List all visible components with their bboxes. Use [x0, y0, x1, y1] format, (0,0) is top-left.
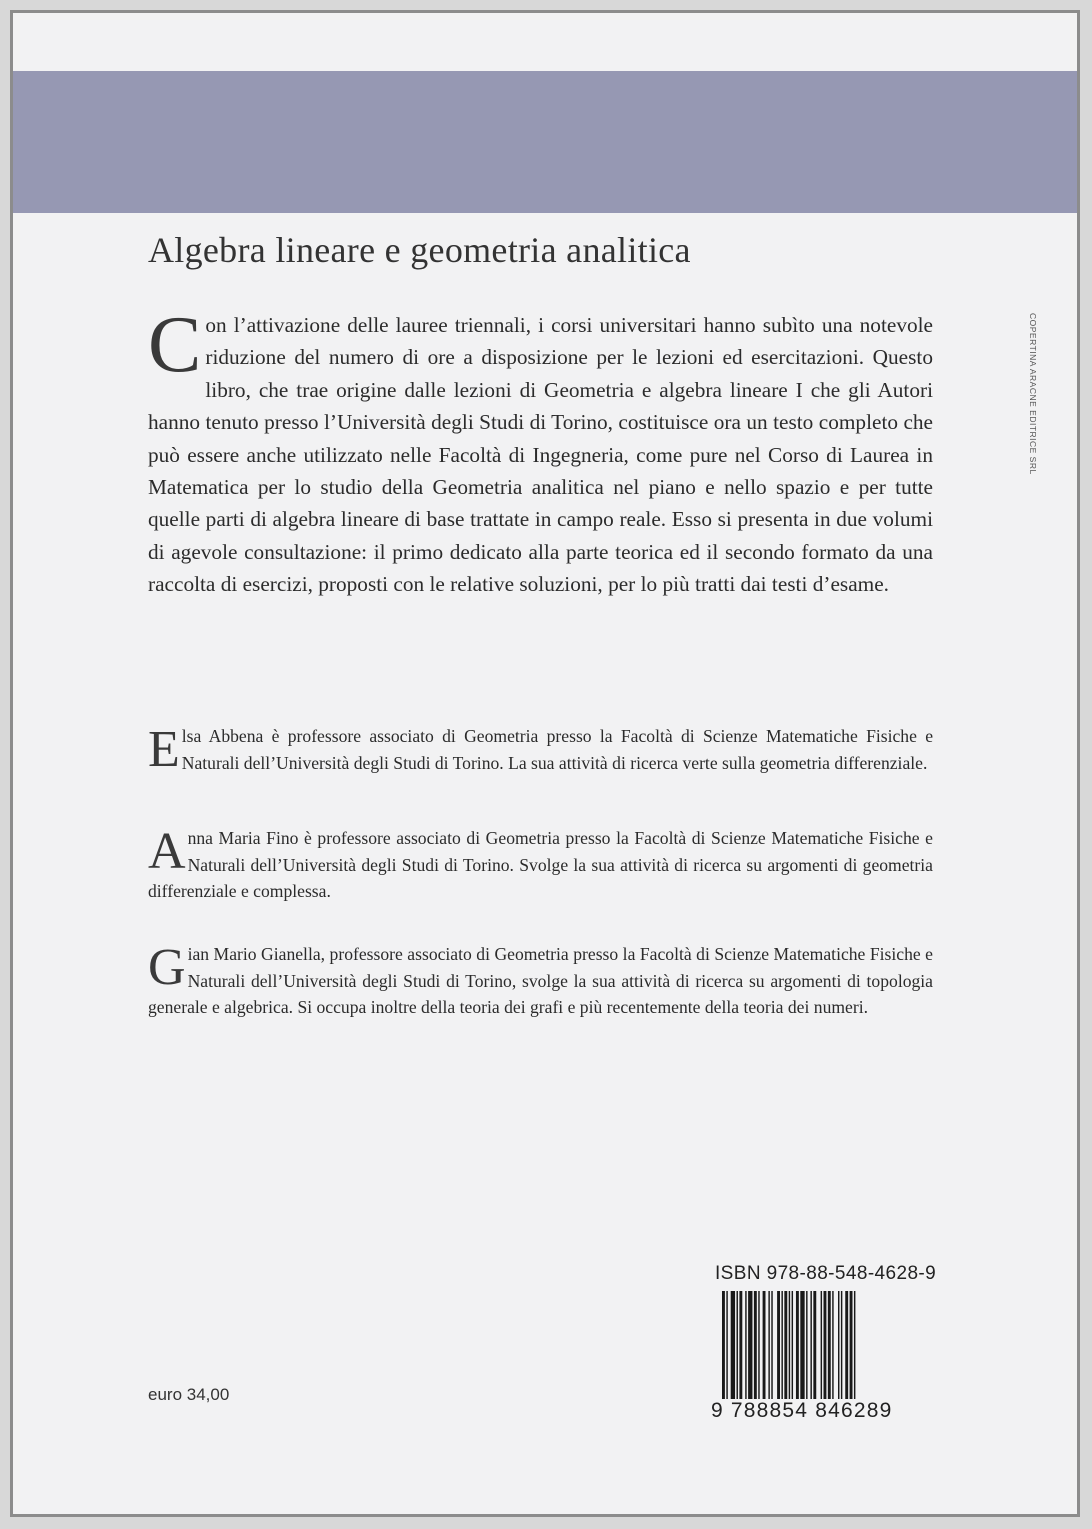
price: euro 34,00: [148, 1385, 230, 1404]
barcode-bar: [854, 1291, 855, 1411]
barcode-bar: [739, 1291, 742, 1399]
barcode-bar: [850, 1291, 853, 1411]
barcode-bar: [792, 1291, 793, 1399]
barcode-bar: [745, 1291, 746, 1399]
barcode: [708, 1291, 940, 1423]
author-bio-gianella: [148, 941, 933, 1021]
barcode-bar: [789, 1291, 790, 1411]
barcode-bar: [731, 1291, 735, 1399]
barcode-bar: [737, 1291, 738, 1399]
header-color-band: [13, 71, 1077, 213]
barcode-bar: [821, 1291, 822, 1399]
dropcap: G: [148, 939, 186, 996]
dropcap: A: [148, 823, 186, 880]
barcode-bar: [832, 1291, 833, 1399]
barcode-bar: [813, 1291, 816, 1399]
barcode-bar: [796, 1291, 799, 1399]
spine-credit: COPERTINA ARACNE EDITRICE SRL: [1028, 313, 1038, 475]
barcode-bar: [722, 1291, 725, 1411]
barcode-bar: [800, 1291, 804, 1399]
barcode-bar: [763, 1291, 766, 1399]
barcode-bar: [841, 1291, 842, 1399]
paragraph-text: on l’attivazione delle lauree triennali, i corsi universitari hanno subìto una notevole riduzione del numero di ore a disposizione per le lezioni ed esercitazioni. Questo libro, che trae origine dalle lezioni di Geometria e algebra lineare I che gli Autori hanno tenuto presso l’Università degli Studi di Torino, costituisce ora un testo completo che può essere anche utilizzato nelle Facoltà di Ingegneria, come pure nel Corso di Laurea in Matematica per lo studio della Geometria analitica nel piano e nello spazio e per tutte quelle parti di algebra lineare di base trattate in campo reale. Esso si presenta in due volumi di agevole consultazione: il primo dedicato alla parte teorica ed il secondo formato da una raccolta di esercizi, proposti con le relative soluzioni, per lo più tratti dai testi d’esame.: [148, 313, 933, 597]
barcode-bar: [726, 1291, 727, 1411]
barcode-bar: [824, 1291, 827, 1399]
barcode-bar: [828, 1291, 831, 1399]
barcode-bar: [845, 1291, 848, 1399]
paragraph-text: ian Mario Gianella, professore associato di Geometria presso la Facoltà di Scienze Matematiche Fisiche e Naturali dell’Università degli Studi di Torino, svolge la sua attività di ricerca su argomenti di topologia generale e algebrica. Si occupa inoltre della teoria dei grafi e più recentemente della teoria dei numeri.: [148, 944, 933, 1017]
paragraph-text: lsa Abbena è professore associato di Geometria presso la Facoltà di Scienze Matematiche Fisiche e Naturali dell’Università degli Studi di Torino. La sua attività di ricerca verte sulla geometria differenziale.: [181, 726, 933, 773]
barcode-bar: [768, 1291, 769, 1399]
barcode-bar: [771, 1291, 772, 1399]
barcode-bar: [748, 1291, 752, 1399]
barcode-bar: [784, 1291, 787, 1411]
author-bio-fino: [148, 825, 933, 905]
barcode-bar: [838, 1291, 839, 1399]
author-bio-abbena: [148, 723, 933, 776]
barcode-bar: [810, 1291, 811, 1399]
dropcap: E: [148, 721, 180, 778]
barcode-bar: [754, 1291, 757, 1399]
paragraph-text: nna Maria Fino è professore associato di Geometria presso la Facoltà di Scienze Matematiche Fisiche e Naturali dell’Università degli Studi di Torino. Svolge la sua attività di ricerca su argomenti di geometria differenziale e complessa.: [148, 828, 933, 901]
barcode-bar: [777, 1291, 780, 1399]
barcode-digits: 9 788854 846289: [708, 1399, 896, 1423]
description-paragraph: [148, 301, 933, 601]
book-title: Algebra lineare e geometria analitica: [148, 230, 691, 270]
barcode-bar: [781, 1291, 782, 1399]
isbn-label: ISBN 978-88-548-4628-9: [715, 1263, 937, 1284]
book-back-cover: [10, 10, 1080, 1517]
barcode-bar: [806, 1291, 807, 1399]
barcode-bar: [758, 1291, 759, 1399]
dropcap: C: [148, 301, 202, 389]
